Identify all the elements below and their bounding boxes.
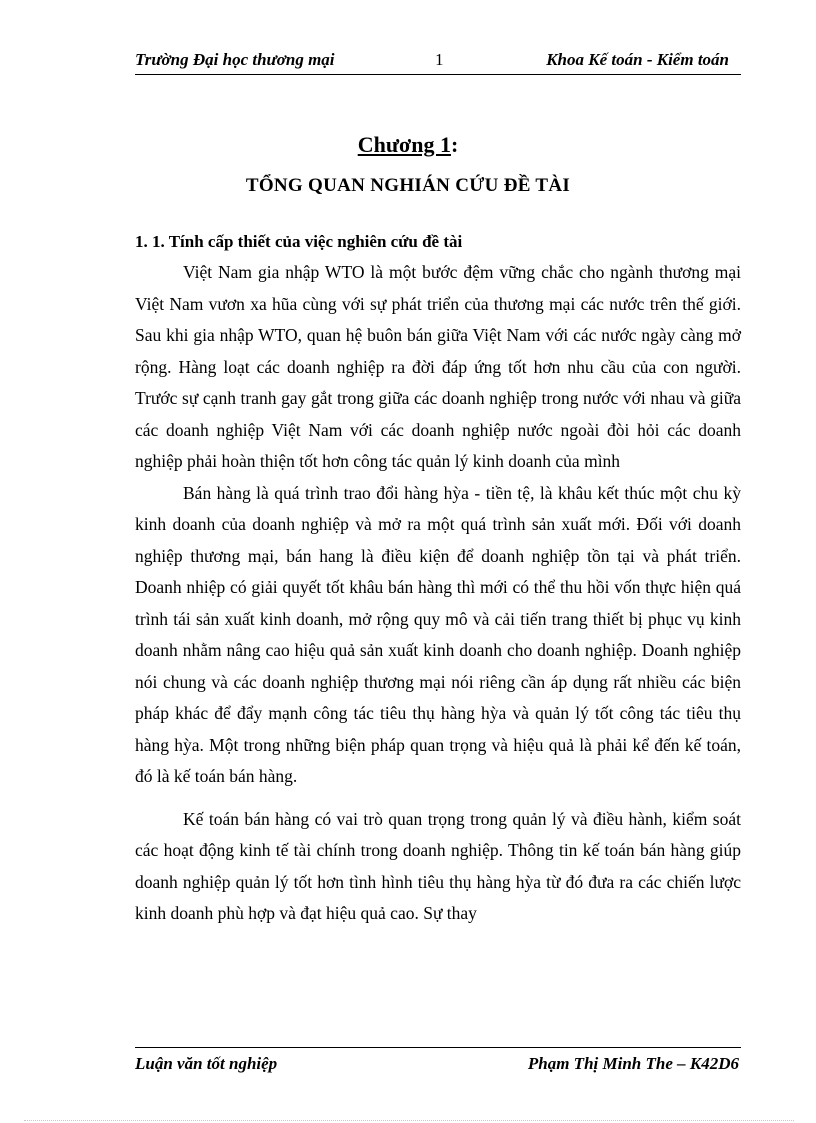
paragraph: Bán hàng là quá trình trao đổi hàng hỳa - tiền tệ, là khâu kết thúc một chu kỳ kinh doanh của doanh nghiệp và mở ra một quá trình sản xuất mới. Đối với doanh nghiệp thương mại, bán hang là điều kiện để doanh nghiệp tồn tại và phát triển. Doanh nhiệp có giải quyết tốt khâu bán hàng thì mới có thể thu hồi vốn thực hiện quá trình tái sản xuất kinh doanh, mở rộng quy mô và cải tiến trang thiết bị phục vụ kinh doanh nhằm nâng cao hiệu quả sản xuất kinh doanh cho doanh nghiệp. Doanh nghiệp nói chung và các doanh nghiệp thương mại nói riêng cần áp dụng rất nhiều các biện pháp khác để đẩy mạnh công tác tiêu thụ hàng hỳa và quản lý tốt công tác tiêu thụ hàng hỳa. Một trong những biện pháp quan trọng và hiệu quả là phải kể đến kế toán, đó là kế toán bán hàng.: [135, 482, 741, 786]
paragraph: Việt Nam gia nhập WTO là một bước đệm vững chắc cho ngành thương mại Việt Nam vươn xa hũa cùng với sự phát triển của thương mại các nước trên thế giới. Sau khi gia nhập WTO, quan hệ buôn bán giữa Việt Nam với các nước ngày càng mở rộng. Hàng loạt các doanh nghiệp ra đời đáp ứng tốt hơn nhu cầu của con người. Trước sự cạnh tranh gay gắt trong giữa các doanh nghiệp trong nước với nhau và giữa các doanh nghiệp Việt Nam với các doanh nghiệp nước ngoài đòi hỏi các doanh nghiệp phải hoàn thiện tốt hơn công tác quản lý kinh doanh của mình: [135, 262, 741, 471]
header-school: Trường Đại học thương mại: [135, 50, 335, 69]
chapter-title: TỔNG QUAN NGHIÁN CỨU ĐỀ TÀI: [245, 175, 571, 196]
page-header: [135, 48, 741, 75]
section-heading: 1. 1. Tính cấp thiết của việc nghiên cứu đề tài: [135, 232, 463, 251]
body-text: [135, 257, 741, 930]
paragraph: Kế toán bán hàng có vai trò quan trọng trong quản lý và điều hành, kiểm soát các hoạt động kinh tế tài chính trong doanh nghiệp. Thông tin kế toán bán hàng giúp doanh nghiệp quản lý tốt hơn tình hình tiêu thụ hàng hỳa từ đó đưa ra các chiến lược kinh doanh phù hợp và đạt hiệu quả cao. Sự thay: [135, 808, 741, 923]
chapter-colon: :: [450, 132, 459, 157]
footer-author: Phạm Thị Minh The – K42D6: [527, 1054, 739, 1073]
chapter-heading: [0, 132, 816, 158]
header-faculty: Khoa Kế toán - Kiểm toán: [546, 50, 729, 69]
footer-thesis: Luận văn tốt nghiệp: [135, 1054, 278, 1073]
page-edge-divider: [24, 1120, 794, 1121]
page-footer: [135, 1047, 741, 1078]
chapter-label: Chương 1: [357, 132, 451, 157]
header-page-number: 1: [435, 50, 444, 69]
